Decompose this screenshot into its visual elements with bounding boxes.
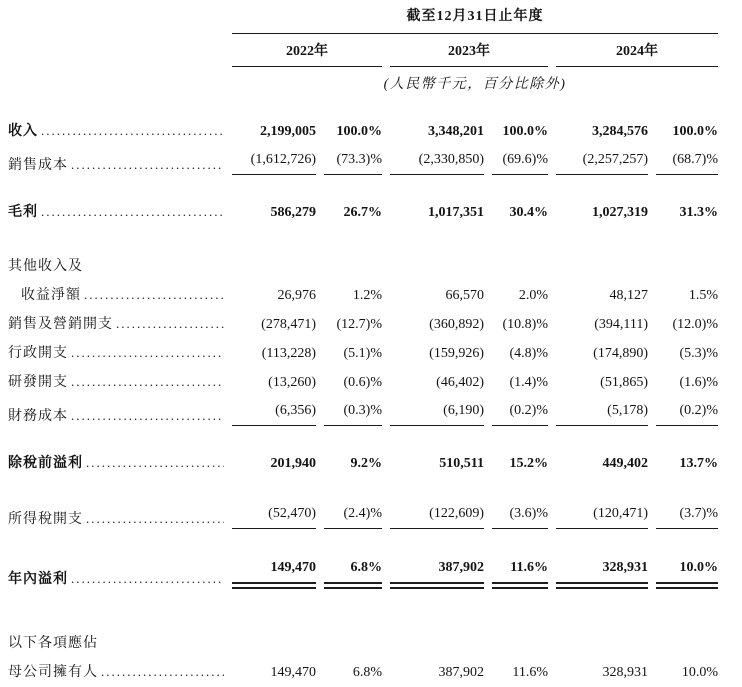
row-label: [8, 286, 224, 305]
row-owners-of-parent: [8, 663, 728, 682]
row-label-text: 研發開支: [8, 375, 68, 390]
dot-leader: [41, 122, 224, 141]
amount-value: (174,890): [593, 346, 648, 361]
amount-value: (159,926): [429, 346, 484, 361]
year-2023-header: 2023年: [390, 43, 548, 67]
percent-value: 10.0%: [656, 559, 718, 589]
row-label: [8, 373, 224, 392]
dot-leader: [101, 663, 224, 682]
percent-value: 31.3%: [679, 205, 718, 220]
percent-value: 100.0%: [502, 124, 548, 139]
percent-value: 11.6%: [492, 559, 548, 589]
dot-leader: [86, 510, 224, 529]
percent-value: (5.1)%: [343, 346, 382, 361]
row-finance-costs: [8, 402, 728, 426]
percent-value: (5.3)%: [679, 346, 718, 361]
row-income-tax-expense: [8, 505, 728, 529]
amount-value: (6,190): [390, 402, 484, 426]
amount-value: 586,279: [270, 205, 316, 220]
row-label: [8, 258, 224, 276]
amount-value: 2,199,005: [260, 124, 316, 139]
table-header: [8, 8, 728, 94]
unit-note-row: [8, 76, 728, 94]
row-label: [8, 635, 224, 653]
amount-value: 328,931: [556, 559, 648, 589]
amount-value: (278,471): [261, 317, 316, 332]
amount-value: 48,127: [609, 288, 648, 303]
amount-value: (360,892): [429, 317, 484, 332]
amount-value: 149,470: [270, 665, 316, 680]
amount-value: 66,570: [445, 288, 484, 303]
amount-value: (394,111): [594, 317, 648, 332]
amount-value: (46,402): [436, 375, 484, 390]
row-gross-profit: [8, 203, 728, 222]
amount-value: 1,027,319: [592, 205, 648, 220]
amount-value: 328,931: [602, 665, 648, 680]
row-label-text: 收入: [8, 124, 38, 139]
percent-value: 1.2%: [352, 288, 382, 303]
percent-value: (0.3)%: [324, 402, 382, 426]
row-label: [8, 407, 224, 426]
percent-value: 1.5%: [688, 288, 718, 303]
percent-value: (12.7)%: [336, 317, 382, 332]
percent-value: (0.6)%: [343, 375, 382, 390]
amount-value: (113,228): [261, 346, 316, 361]
row-label: [8, 315, 224, 334]
amount-value: 449,402: [602, 456, 648, 471]
amount-value: (2,257,257): [556, 151, 648, 175]
unit-note: (人民幣千元，百分比除外): [383, 77, 567, 92]
percent-value: (0.2)%: [656, 402, 718, 426]
dot-leader: [71, 373, 224, 392]
dot-leader: [71, 344, 224, 363]
row-label-text: 其他收入及: [8, 259, 83, 274]
amount-value: 510,511: [439, 456, 484, 471]
row-administrative-expenses: [8, 344, 728, 363]
dot-leader: [84, 286, 224, 305]
percent-value: (1.4)%: [509, 375, 548, 390]
amount-value: 3,348,201: [428, 124, 484, 139]
dot-leader: [71, 407, 224, 426]
row-cost-of-sales: [8, 151, 728, 175]
dot-leader: [86, 454, 224, 473]
amount-value: (51,865): [600, 375, 648, 390]
row-profit-for-the-year: [8, 559, 728, 589]
row-label-text: 除稅前溢利: [8, 456, 83, 471]
percent-value: 6.8%: [352, 665, 382, 680]
amount-value: (2,330,850): [390, 151, 484, 175]
row-label-text: 行政開支: [8, 346, 68, 361]
year-2024-header: 2024年: [556, 43, 718, 67]
row-rd-expenses: [8, 373, 728, 392]
dot-leader: [71, 570, 224, 589]
amount-value: (13,260): [268, 375, 316, 390]
dot-leader: [116, 315, 224, 334]
period-title: 截至12月31日止年度: [232, 8, 718, 34]
year-header-row: [8, 43, 728, 67]
amount-value: (52,470): [232, 505, 316, 529]
amount-value: (120,471): [556, 505, 648, 529]
row-label: [8, 454, 224, 473]
percent-value: 26.7%: [343, 205, 382, 220]
amount-value: 26,976: [277, 288, 316, 303]
percent-value: 10.0%: [681, 665, 718, 680]
percent-value: (4.8)%: [509, 346, 548, 361]
percent-value: (69.6)%: [492, 151, 548, 175]
row-label: [8, 510, 224, 529]
percent-value: 13.7%: [679, 456, 718, 471]
amount-value: 3,284,576: [592, 124, 648, 139]
percent-value: 11.6%: [512, 665, 548, 680]
period-title-row: [8, 8, 728, 34]
row-label: [8, 344, 224, 363]
row-label-text: 毛利: [8, 205, 38, 220]
amount-value: 201,940: [270, 456, 316, 471]
row-other-income-line2: [8, 286, 728, 305]
dot-leader: [71, 156, 224, 175]
table-rows: [8, 122, 728, 682]
percent-value: (12.0)%: [672, 317, 718, 332]
row-label: [8, 122, 224, 141]
amount-value: (1,612,726): [232, 151, 316, 175]
dot-leader: [41, 203, 224, 222]
year-2022-header: 2022年: [232, 43, 382, 67]
percent-value: (0.2)%: [492, 402, 548, 426]
row-profit-before-tax: [8, 454, 728, 473]
row-label: [8, 156, 224, 175]
amount-value: 1,017,351: [428, 205, 484, 220]
row-label-text: 銷售及營銷開支: [8, 317, 113, 332]
percent-value: 100.0%: [336, 124, 382, 139]
row-other-income-line1: [8, 258, 728, 276]
row-label-text: 銷售成本: [8, 158, 68, 173]
row-selling-marketing-expenses: [8, 315, 728, 334]
row-revenue: [8, 122, 728, 141]
amount-value: 149,470: [232, 559, 316, 589]
row-label-text: 母公司擁有人: [8, 665, 98, 680]
row-label: [8, 570, 224, 589]
percent-value: 30.4%: [509, 205, 548, 220]
row-label: [8, 203, 224, 222]
row-label-text: 以下各項應佔: [8, 636, 98, 651]
percent-value: 2.0%: [518, 288, 548, 303]
row-label: [8, 663, 224, 682]
row-label-text: 所得稅開支: [8, 512, 83, 527]
row-label-text: 財務成本: [8, 409, 68, 424]
percent-value: (68.7)%: [656, 151, 718, 175]
percent-value: (2.4)%: [324, 505, 382, 529]
row-label-text: 年內溢利: [8, 572, 68, 587]
percent-value: (10.8)%: [502, 317, 548, 332]
percent-value: (1.6)%: [679, 375, 718, 390]
percent-value: 6.8%: [324, 559, 382, 589]
amount-value: (6,356): [232, 402, 316, 426]
percent-value: 15.2%: [509, 456, 548, 471]
percent-value: (3.7)%: [656, 505, 718, 529]
percent-value: 9.2%: [350, 456, 382, 471]
percent-value: (73.3)%: [324, 151, 382, 175]
amount-value: (122,609): [390, 505, 484, 529]
percent-value: (3.6)%: [492, 505, 548, 529]
amount-value: 387,902: [438, 665, 484, 680]
percent-value: 100.0%: [672, 124, 718, 139]
amount-value: 387,902: [390, 559, 484, 589]
row-label-text: 收益淨額: [21, 288, 81, 303]
row-attributable-heading: [8, 635, 728, 653]
amount-value: (5,178): [556, 402, 648, 426]
